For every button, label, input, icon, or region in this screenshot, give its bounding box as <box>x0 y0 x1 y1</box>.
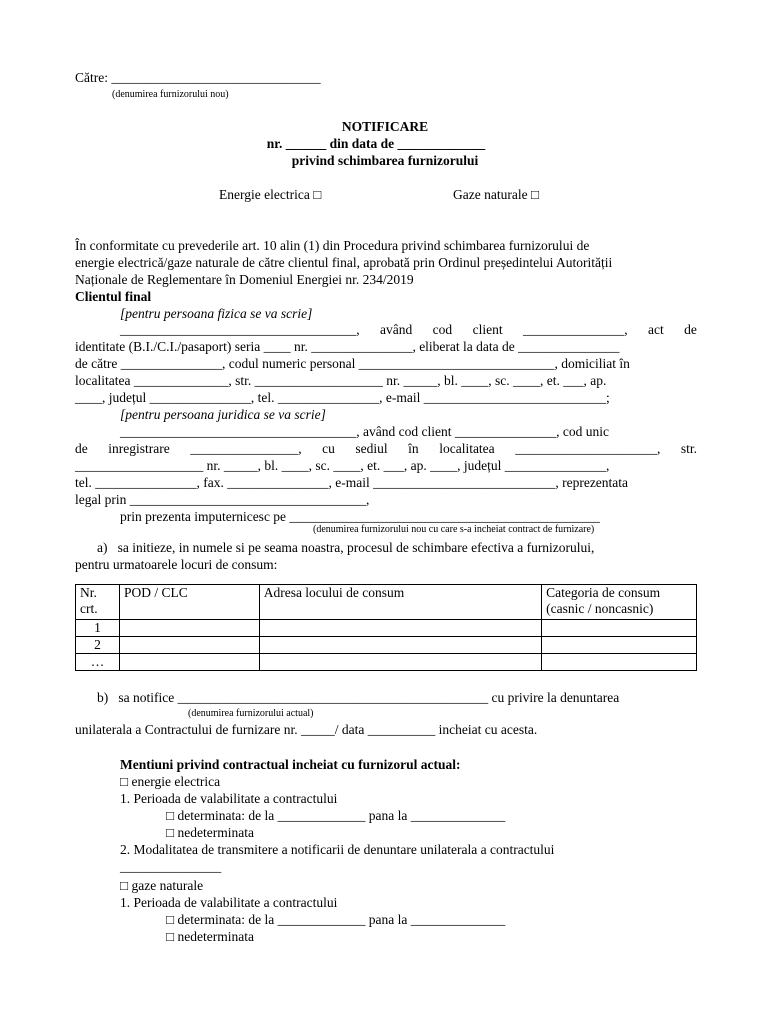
document-title: NOTIFICARE <box>341 119 429 134</box>
mentiuni-energie: □ energie electrica <box>120 774 221 789</box>
header-pod-clc: POD / CLC <box>119 585 259 620</box>
document-subtitle: privind schimbarea furnizorului <box>291 153 479 168</box>
consumption-points-table <box>75 584 697 671</box>
intro-line-3: Naționale de Reglementare în Domeniul Energiei nr. 234/2019 <box>75 272 414 287</box>
mentiuni-gaze-determinata: □ determinata: de la _____________ pana la ______________ <box>166 912 506 927</box>
point-b-line-2: unilaterala a Contractului de furnizare nr. _____/ data __________ incheiat cu acesta. <box>75 722 538 737</box>
table-header-row <box>76 585 697 620</box>
pj-line-3: ___________________ nr. _____, bl. ____, sc. ____, et. ___, ap. ____, județul _______________, <box>75 458 610 473</box>
pf-line-1: ___________________________________, având cod client _______________, act de <box>120 322 697 337</box>
mentiuni-energie-modalitate: 2. Modalitatea de transmitere a notificarii de denuntare unilaterala a contractului <box>120 842 555 857</box>
mentiuni-gaze: □ gaze naturale <box>120 878 204 893</box>
table-row: 2 <box>76 637 697 654</box>
client-heading: Clientul final <box>75 289 152 304</box>
pf-line-3: de către _______________, codul numeric personal _____________________________, domiciliat în <box>75 356 630 371</box>
recipient-note: (denumirea furnizorului nou) <box>112 89 229 100</box>
point-b-line-1: b) sa notifice ______________________________________________ cu privire la denuntarea <box>97 690 620 705</box>
notification-number-line: nr. ______ din data de _____________ <box>266 136 486 151</box>
option-gaze-naturale: Gaze naturale □ <box>453 187 540 202</box>
pj-line-2: de inregistrare ________________, cu sediul în localitatea _____________________, str. <box>75 441 697 456</box>
option-energie-electrica: Energie electrica □ <box>219 187 322 202</box>
pj-line-1: ___________________________________, având cod client _______________, cod unic <box>120 424 609 439</box>
point-a-line-1: a) sa initieze, in numele si pe seama noastra, procesul de schimbare efectiva a furnizorului, <box>97 540 595 555</box>
mentiuni-energie-modalitate-blank: _______________ <box>120 859 222 874</box>
imputernicesc-note: (denumirea furnizorului nou cu care s-a incheiat contract de furnizare) <box>313 524 595 535</box>
table-row: 1 <box>76 620 697 637</box>
pj-line-4: tel. _______________, fax. _______________, e-mail ___________________________, reprezentata <box>75 475 629 490</box>
header-categoria: Categoria de consum (casnic / noncasnic) <box>542 585 697 620</box>
point-a-line-2: pentru urmatoarele locuri de consum: <box>75 557 278 572</box>
imputernicesc-line: prin prezenta imputernicesc pe ______________________________________________ <box>120 509 600 524</box>
mentiuni-gaze-perioada: 1. Perioada de valabilitate a contractului <box>120 895 338 910</box>
mentiuni-energie-perioada: 1. Perioada de valabilitate a contractului <box>120 791 338 806</box>
pf-line-5: ____, județul _______________, tel. _______________, e-mail ___________________________; <box>75 390 610 405</box>
pf-line-2: identitate (B.I./C.I./pasaport) seria ____ nr. _______________, eliberat la data de _______________ <box>75 339 620 354</box>
pf-note: [pentru persoana fizica se va scrie] <box>120 306 313 321</box>
table-row: … <box>76 654 697 671</box>
pj-line-5: legal prin ___________________________________, <box>75 492 370 507</box>
recipient-line: Către: _______________________________ <box>75 70 321 85</box>
intro-line-2: energie electrică/gaze naturale de către clientul final, aprobată prin Ordinul președintelui Autorității <box>75 255 613 270</box>
mentiuni-energie-determinata: □ determinata: de la _____________ pana la ______________ <box>166 808 506 823</box>
pj-note: [pentru persoana juridica se va scrie] <box>120 407 326 422</box>
mentiuni-gaze-nedeterminata: □ nedeterminata <box>166 929 254 944</box>
pf-line-4: localitatea ______________, str. ___________________ nr. _____, bl. ____, sc. ____, et. ___, ap. <box>75 373 607 388</box>
header-nr-crt: Nr. crt. <box>76 585 120 620</box>
intro-line-1: În conformitate cu prevederile art. 10 alin (1) din Procedura privind schimbarea furnizorului de <box>75 238 590 253</box>
point-b-note: (denumirea furnizorului actual) <box>188 708 314 719</box>
mentiuni-heading: Mentiuni privind contractual incheiat cu furnizorul actual: <box>120 757 461 772</box>
mentiuni-energie-nedeterminata: □ nedeterminata <box>166 825 254 840</box>
header-adresa: Adresa locului de consum <box>259 585 541 620</box>
